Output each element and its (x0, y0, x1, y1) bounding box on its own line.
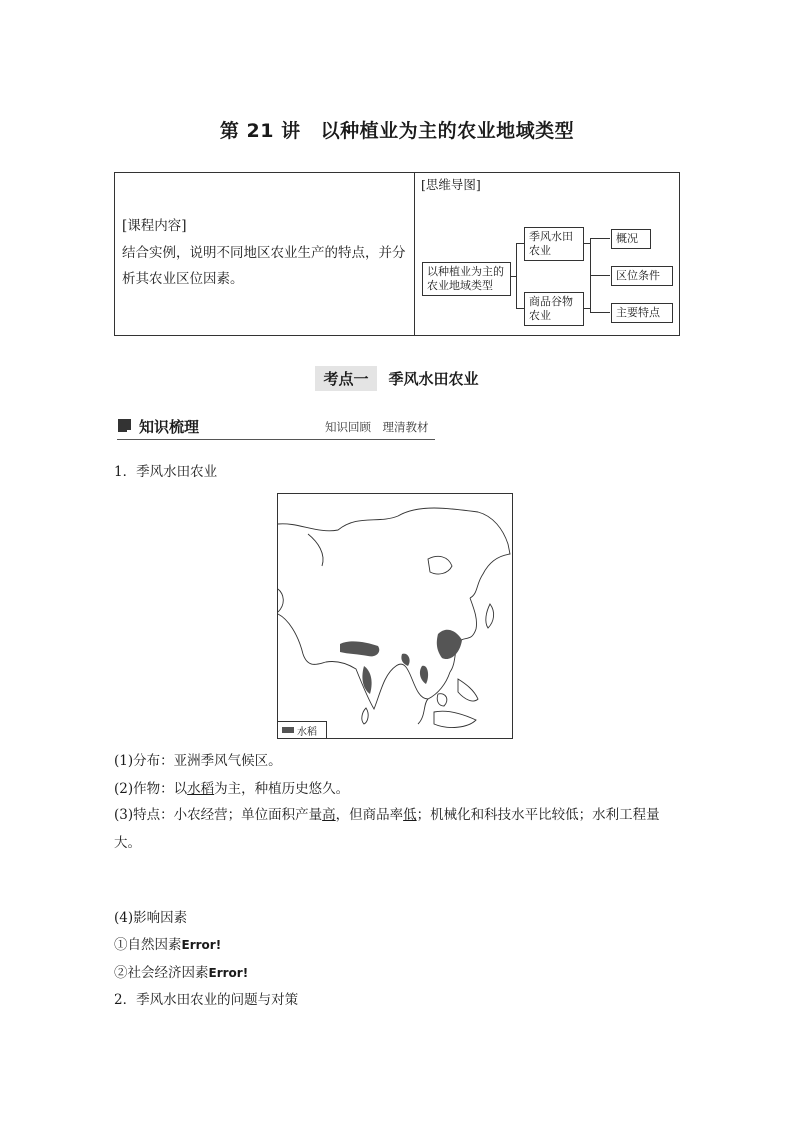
mindmap-branch-grain: 商品谷物农业 (524, 292, 584, 326)
asia-north-coast (278, 508, 510, 598)
section-header (117, 416, 435, 442)
page-title (0, 116, 794, 143)
rice-area-china-south (437, 630, 462, 659)
lake-outline (428, 556, 452, 574)
mindmap-leaf-location: 区位条件 (611, 266, 673, 286)
factor-social-label: ②社会经济因素 (114, 965, 209, 981)
point-distribution: (1)分布：亚洲季风气候区。 (114, 753, 282, 769)
course-text: 结合实例，说明不同地区农业生产的特点，并分析其农业区位因素。 (122, 245, 406, 287)
mindmap-connector (516, 308, 524, 309)
west-coast (278, 589, 283, 612)
rice-area-india-east (362, 666, 371, 694)
mindmap-connector (516, 243, 517, 309)
mindmap-leaf-overview: 概况 (611, 229, 651, 249)
point-crop-underline: 水稻 (187, 781, 215, 797)
rice-area-indochina (420, 666, 428, 684)
borneo-outline (437, 694, 447, 706)
mindmap-label: [思维导图] (421, 177, 481, 192)
philippines-outline (458, 679, 478, 701)
japan-outline (486, 604, 494, 628)
course-label: [课程内容] (122, 218, 187, 234)
factor-natural-label: ①自然因素 (114, 937, 182, 953)
point-crop-pre: (2)作物：以 (114, 781, 188, 797)
mindmap-root: 以种植业为主的农业地域类型 (422, 262, 511, 296)
point-features-high: 高 (322, 807, 336, 823)
mindmap-connector (590, 275, 610, 276)
asia-rice-map (277, 493, 513, 739)
point-factors: (4)影响因素 (114, 910, 188, 926)
item-heading-1: 1．季风水田农业 (114, 464, 218, 480)
factor-natural (114, 935, 221, 955)
rice-area-ganges (340, 641, 379, 656)
sri-lanka-outline (362, 708, 368, 724)
item-heading-2: 2．季风水田农业的问题与对策 (114, 992, 299, 1008)
point-features (114, 801, 684, 857)
river-line (308, 534, 323, 566)
mindmap-branch-paddy: 季风水田农业 (524, 227, 584, 261)
section-rule (117, 439, 435, 440)
point-crop (114, 779, 349, 799)
section-square-icon (118, 419, 131, 432)
mindmap-connector (590, 312, 610, 313)
point-features-b: ，但商品率 (335, 807, 404, 823)
factor-social (114, 963, 248, 983)
legend-label: 水稻 (297, 727, 317, 738)
legend-swatch (282, 727, 294, 733)
point-features-c: ；机械化和科技水平比较低；水利工程量大。 (114, 807, 660, 851)
mindmap-leaf-features: 主要特点 (611, 303, 673, 323)
point-features-a: (3)特点：小农经营；单位面积产量 (114, 807, 323, 823)
mindmap-connector (516, 243, 524, 244)
map-legend (278, 721, 327, 738)
keypoint-title: 季风水田农业 (388, 370, 479, 388)
section-subtitle: 知识回顾 理清教材 (325, 420, 429, 434)
point-features-low: 低 (403, 807, 417, 823)
factor-natural-error: Error! (181, 938, 222, 952)
keypoint-heading (0, 366, 794, 391)
keypoint-number: 考点一 (315, 366, 376, 391)
indonesia-outline (434, 711, 476, 727)
section-title: 知识梳理 (139, 418, 200, 436)
factor-social-error: Error! (208, 966, 249, 980)
lesson-topic: 以种植业为主的农业地域类型 (320, 120, 575, 142)
lesson-number: 第 21 讲 (219, 120, 301, 142)
mindmap-connector (590, 238, 610, 239)
asia-map-figure (278, 494, 512, 738)
point-crop-post: 为主，种植历史悠久。 (214, 781, 350, 797)
